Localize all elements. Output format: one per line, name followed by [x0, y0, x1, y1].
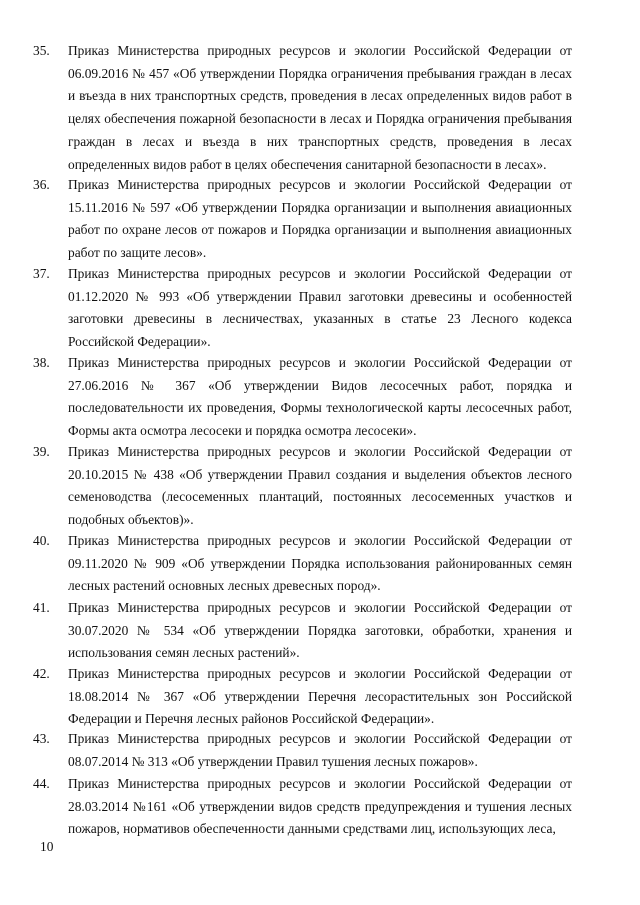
item-text: Приказ Министерства природных ресурсов и экологии Российской Федерации от 08.07.2014 № 313 «Об утверждении Правил тушения лесных пожаров». — [68, 731, 572, 769]
item-text: Приказ Министерства природных ресурсов и экологии Российской Федерации от 15.11.2016 № 597 «Об утверждении Порядка организации и выполнения авиационных работ по охране лесов от пожаров и Порядка организации и выполнения авиационных работ по защите лесов». — [68, 177, 572, 261]
item-text: Приказ Министерства природных ресурсов и экологии Российской Федерации от 27.06.2016 № 367 «Об утверждении Видов лесосечных работ, порядка и последовательности их проведения, Формы технологической карты лесосечных работ, Формы акта осмотра лесосеки и порядка осмотра лесосеки». — [68, 355, 572, 439]
item-text: Приказ Министерства природных ресурсов и экологии Российской Федерации от 06.09.2016 № 457 «Об утверждении Порядка ограничения пребывания граждан в лесах и въезда в них транспортных средств, проведения в лесах определенных видов работ в целях обеспечения пожарной безопасности в лесах и Порядка ограничения пребывания граждан в лесах и въезда в них транспортных средств, проведения в лесах определенных видов работ в целях обеспечения санитарной безопасности в лесах». — [68, 43, 572, 172]
item-text: Приказ Министерства природных ресурсов и экологии Российской Федерации от 30.07.2020 № 534 «Об утверждении Порядка заготовки, обработки, хранения и использования семян лесных растений». — [68, 600, 572, 661]
item-number: 43. — [33, 731, 50, 746]
item-number: 41. — [33, 600, 50, 615]
item-number: 42. — [33, 666, 50, 681]
item-number: 37. — [33, 266, 50, 281]
item-number: 35. — [33, 43, 50, 58]
item-number: 38. — [33, 355, 50, 370]
page-number: 10 — [40, 839, 54, 854]
item-number: 44. — [33, 776, 50, 791]
item-text: Приказ Министерства природных ресурсов и экологии Российской Федерации от 20.10.2015 № 438 «Об утверждении Правил создания и выделения объектов лесного семеноводства (лесосеменных плантаций, постоянных лесосеменных участков и подобных объектов)». — [68, 444, 572, 528]
item-text: Приказ Министерства природных ресурсов и экологии Российской Федерации от 28.03.2014 №161 «Об утверждении видов средств предупреждения и тушения лесных пожаров, нормативов обеспеченности данными средствами лиц, использующих леса, — [68, 776, 572, 837]
item-text: Приказ Министерства природных ресурсов и экологии Российской Федерации от 18.08.2014 № 367 «Об утверждении Перечня лесорастительных зон Российской Федерации и Перечня лесных районов Российской Федерации». — [68, 666, 572, 727]
item-number: 36. — [33, 177, 50, 192]
item-number: 40. — [33, 533, 50, 548]
item-text: Приказ Министерства природных ресурсов и экологии Российской Федерации от 09.11.2020 № 909 «Об утверждении Порядка использования районированных семян лесных растений основных лесных древесных пород». — [68, 533, 572, 594]
item-text: Приказ Министерства природных ресурсов и экологии Российской Федерации от 01.12.2020 № 993 «Об утверждении Правил заготовки древесины и особенностей заготовки древесины в лесничествах, указанных в статье 23 Лесного кодекса Российской Федерации». — [68, 266, 572, 350]
item-number: 39. — [33, 444, 50, 459]
